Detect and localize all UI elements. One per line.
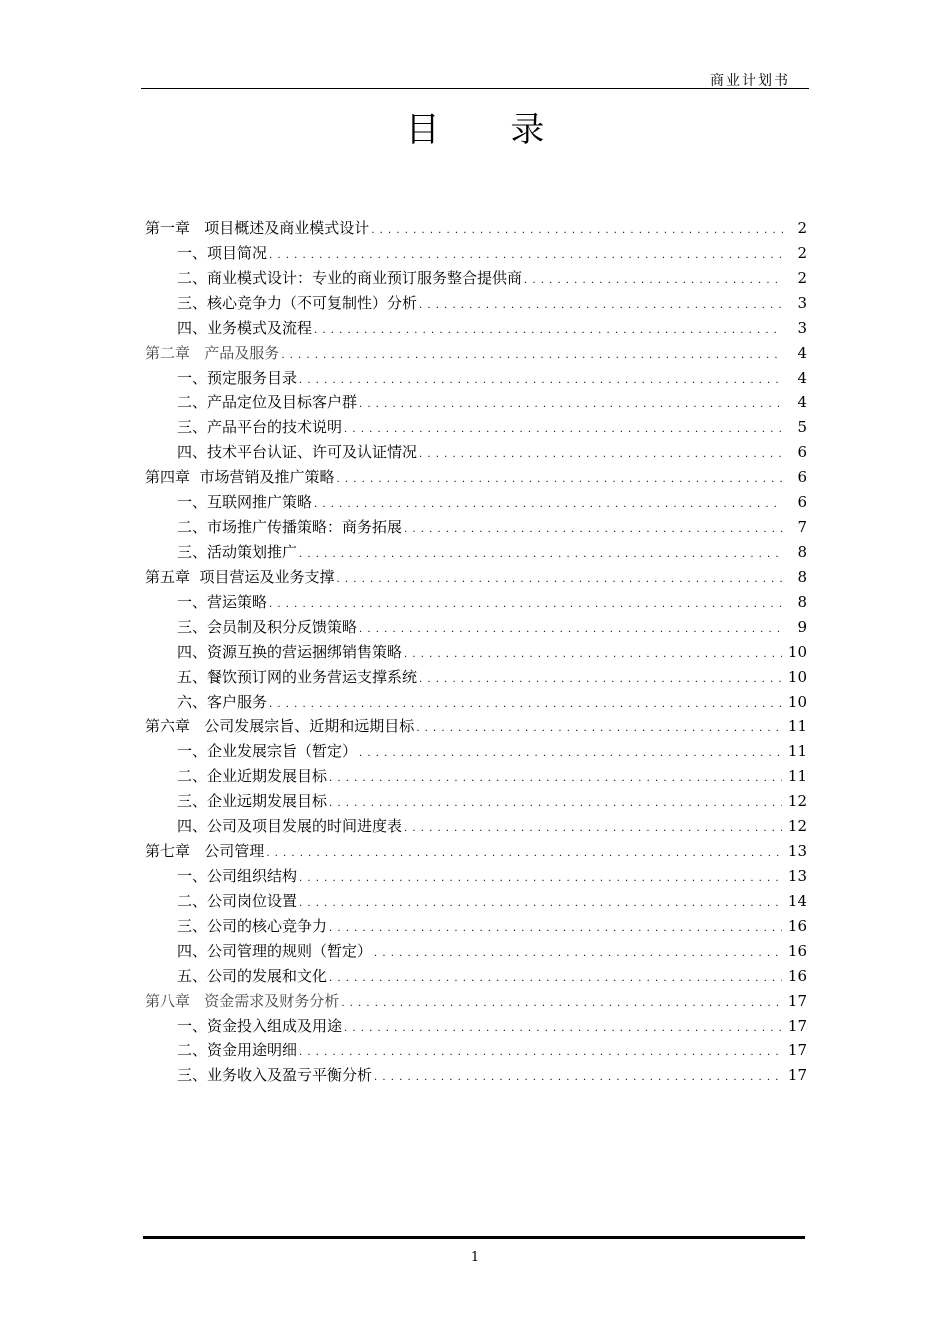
toc-page-number: 8 [797,567,807,586]
toc-page-number: 12 [787,817,807,836]
toc-entry-title: 三、产品平台的技术说明 [177,418,343,437]
toc-dot-leader [341,992,782,1017]
toc-chapter-entry[interactable] [145,216,807,241]
footer-page-number: 1 [470,1250,480,1265]
toc-entry-title: 二、产品定位及目标客户群 [177,393,358,412]
toc-entry-title: 一、资金投入组成及用途 [177,1016,343,1035]
toc-page-number: 3 [797,293,807,312]
toc-chapter-entry[interactable] [145,565,807,590]
toc-dot-leader [419,294,783,319]
toc-section-entry[interactable] [145,914,807,939]
toc-page-number: 12 [787,792,807,811]
toc-section-entry[interactable] [145,1038,807,1063]
toc-page-number: 17 [787,1016,807,1035]
toc-section-entry[interactable] [145,241,807,266]
toc-entry-title: 六、客户服务 [177,692,268,711]
toc-entry-title: 五、公司的发展和文化 [177,966,328,985]
toc-dot-leader [329,917,782,942]
toc-dot-leader [329,967,782,992]
toc-dot-leader [329,767,782,792]
toc-dot-leader [359,393,783,418]
toc-entry-title: 四、技术平台认证、许可及认证情况 [177,443,418,462]
toc-entry-title: 第六章 公司发展宗旨、近期和远期目标 [145,717,415,736]
toc-entry-title: 三、业务收入及盈亏平衡分析 [177,1066,373,1085]
toc-page-number: 10 [787,667,807,686]
toc-page-number: 16 [787,941,807,960]
toc-section-entry[interactable] [145,665,807,690]
toc-dot-leader [337,468,783,493]
toc-dot-leader [524,269,783,294]
toc-entry-title: 三、核心竞争力（不可复制性）分析 [177,293,418,312]
toc-page-number: 8 [797,542,807,561]
toc-dot-leader [299,867,782,892]
table-of-contents [145,216,807,1088]
page-title: 目 录 [405,110,575,150]
toc-page-number: 6 [797,493,807,512]
toc-page-number: 6 [797,443,807,462]
toc-entry-title: 三、企业远期发展目标 [177,792,328,811]
toc-entry-title: 第七章 公司管理 [145,842,265,861]
toc-dot-leader [299,369,783,394]
toc-entry-title: 一、企业发展宗旨（暂定） [177,742,358,761]
toc-chapter-entry[interactable] [145,465,807,490]
toc-entry-title: 二、企业近期发展目标 [177,767,328,786]
toc-section-entry[interactable] [145,889,807,914]
toc-chapter-entry[interactable] [145,989,807,1014]
toc-page-number: 16 [787,916,807,935]
toc-page-number: 4 [797,393,807,412]
toc-dot-leader [404,518,783,543]
toc-section-entry[interactable] [145,1063,807,1088]
toc-page-number: 16 [787,966,807,985]
toc-dot-leader [404,643,782,668]
toc-dot-leader [371,219,783,244]
toc-entry-title: 第一章 项目概述及商业模式设计 [145,219,370,237]
toc-entry-title: 二、市场推广传播策略：商务拓展 [177,518,403,537]
toc-page-number: 4 [797,343,807,362]
toc-dot-leader [266,842,782,867]
toc-page-number: 7 [797,518,807,537]
toc-page-number: 6 [797,468,807,487]
toc-entry-title: 三、活动策划推广 [177,542,298,561]
toc-dot-leader [359,618,783,643]
toc-entry-title: 五、餐饮预订网的业务营运支撑系统 [177,667,418,686]
toc-section-entry[interactable] [145,415,807,440]
toc-section-entry[interactable] [145,615,807,640]
toc-entry-title: 四、资源互换的营运捆绑销售策略 [177,642,403,661]
toc-entry-title: 二、商业模式设计：专业的商业预订服务整合提供商 [177,268,523,287]
toc-section-entry[interactable] [145,316,807,341]
toc-page-number: 13 [787,842,807,861]
toc-dot-leader [374,1066,782,1091]
toc-entry-title: 一、营运策略 [177,592,268,611]
toc-dot-leader [416,717,782,742]
toc-section-entry[interactable] [145,515,807,540]
toc-entry-title: 一、公司组织结构 [177,866,298,885]
toc-entry-title: 三、公司的核心竞争力 [177,916,328,935]
toc-entry-title: 四、公司管理的规则（暂定） [177,941,373,960]
toc-page-number: 10 [787,692,807,711]
toc-entry-title: 第四章 市场营销及推广策略 [145,468,335,487]
toc-entry-title: 第五章 项目营运及业务支撑 [145,567,335,586]
toc-section-entry[interactable] [145,490,807,515]
toc-page-number: 10 [787,642,807,661]
toc-chapter-entry[interactable] [145,839,807,864]
toc-section-entry[interactable] [145,366,807,391]
toc-page-number: 2 [797,219,807,237]
toc-section-entry[interactable] [145,964,807,989]
toc-entry-title: 四、业务模式及流程 [177,318,313,337]
toc-section-entry[interactable] [145,739,807,764]
toc-dot-leader [281,344,783,369]
toc-entry-title: 第八章 资金需求及财务分析 [145,991,340,1010]
toc-section-entry[interactable] [145,390,807,415]
toc-section-entry[interactable] [145,1014,807,1039]
toc-entry-title: 三、会员制及积分反馈策略 [177,617,358,636]
toc-page-number: 9 [797,617,807,636]
toc-dot-leader [337,568,783,593]
toc-dot-leader [419,668,782,693]
toc-dot-leader [299,892,782,917]
toc-section-entry[interactable] [145,864,807,889]
toc-page-number: 17 [787,991,807,1010]
toc-entry-title: 一、项目简况 [177,243,268,262]
toc-entry-title: 一、预定服务目录 [177,368,298,387]
running-header-title: 商业计划书 [710,73,790,89]
toc-dot-leader [419,443,783,468]
toc-page-number: 4 [797,368,807,387]
toc-chapter-entry[interactable] [145,341,807,366]
toc-page-number: 13 [787,866,807,885]
toc-entry-title: 第二章 产品及服务 [145,343,280,362]
toc-dot-leader [314,319,783,344]
toc-page-number: 11 [787,767,807,786]
toc-section-entry[interactable] [145,440,807,465]
toc-chapter-entry[interactable] [145,714,807,739]
toc-section-entry[interactable] [145,266,807,291]
toc-section-entry[interactable] [145,540,807,565]
toc-section-entry[interactable] [145,291,807,316]
toc-section-entry[interactable] [145,640,807,665]
toc-dot-leader [404,817,782,842]
toc-page-number: 14 [787,891,807,910]
toc-section-entry[interactable] [145,789,807,814]
toc-dot-leader [359,742,782,767]
toc-page-number: 11 [787,742,807,761]
toc-section-entry[interactable] [145,814,807,839]
toc-page-number: 17 [787,1041,807,1060]
toc-page-number: 2 [797,243,807,262]
footer-rule [143,1236,805,1239]
toc-entry-title: 二、公司岗位设置 [177,891,298,910]
toc-section-entry[interactable] [145,690,807,715]
toc-section-entry[interactable] [145,590,807,615]
toc-entry-title: 四、公司及项目发展的时间进度表 [177,817,403,836]
toc-page-number: 11 [787,717,807,736]
toc-dot-leader [344,1017,782,1042]
toc-dot-leader [299,543,783,568]
toc-page-number: 8 [797,592,807,611]
toc-section-entry[interactable] [145,939,807,964]
toc-dot-leader [374,942,782,967]
toc-page-number: 17 [787,1066,807,1085]
toc-page-number: 3 [797,318,807,337]
toc-page-number: 2 [797,268,807,287]
toc-entry-title: 二、资金用途明细 [177,1041,298,1060]
header-rule [141,88,809,89]
toc-section-entry[interactable] [145,764,807,789]
toc-entry-title: 一、互联网推广策略 [177,493,313,512]
toc-page-number: 5 [797,418,807,437]
